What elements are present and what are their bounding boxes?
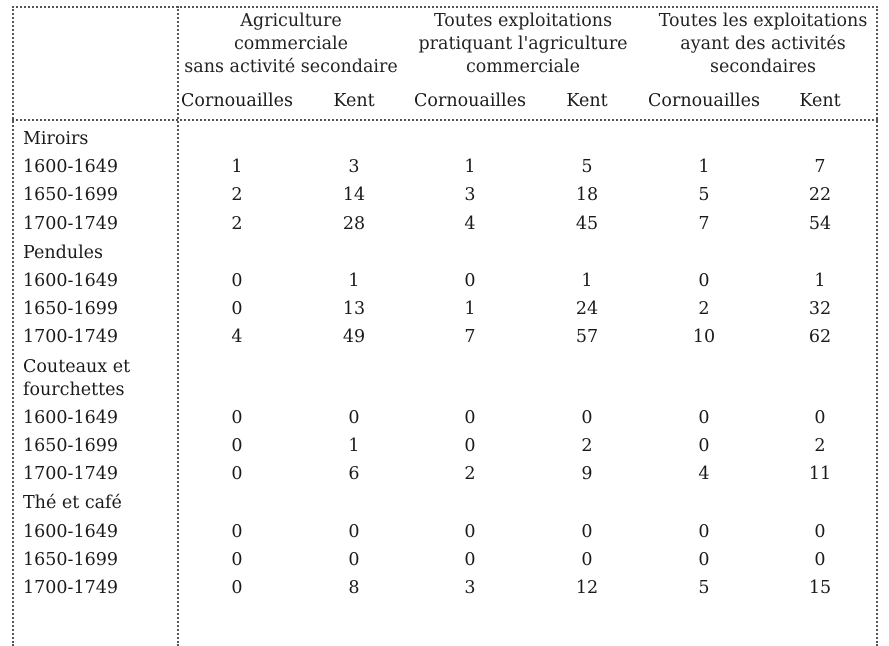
table-cell: 4 (464, 213, 476, 234)
table-cell: 5 (581, 157, 593, 178)
table-cell: 5 (698, 185, 710, 206)
group-header-line: Toutes exploitations (433, 11, 613, 31)
table-cell: 45 (575, 213, 599, 234)
table-cell: 0 (231, 464, 243, 485)
group-header-line: pratiquant l'agriculture (418, 34, 628, 54)
table-cell: 4 (231, 327, 243, 348)
table-cell: 15 (808, 578, 832, 598)
row-period-label: 1650-1699 (23, 436, 118, 456)
group-header-all-commercial (412, 10, 634, 79)
table-cell: 0 (698, 407, 710, 428)
table-cell: 14 (342, 185, 366, 206)
section-title: Pendules (23, 242, 104, 263)
table-cell: 49 (342, 327, 366, 348)
table-cell: 24 (575, 299, 599, 320)
table-cell: 1 (464, 299, 476, 320)
table-cell: 0 (231, 521, 243, 542)
table-cell: 0 (231, 549, 243, 570)
column-header-kent: Kent (566, 91, 608, 111)
table-cell: 1 (231, 157, 243, 178)
column-header-cornouailles: Cornouailles (648, 91, 760, 111)
group-header-line: Toutes les exploitations (658, 11, 868, 31)
row-period-label: 1650-1699 (23, 299, 118, 320)
table-cell: 32 (808, 299, 832, 320)
section-title: fourchettes (23, 379, 125, 400)
row-period-label: 1700-1749 (23, 213, 118, 234)
row-period-label: 1700-1749 (23, 464, 118, 485)
table-cell: 57 (575, 327, 599, 348)
table-cell: 0 (464, 521, 476, 542)
table-cell: 8 (348, 578, 360, 598)
row-period-label: 1600-1649 (23, 407, 118, 428)
table-cell: 2 (698, 299, 710, 320)
table-cell: 3 (464, 185, 476, 206)
table-cell: 2 (814, 436, 826, 456)
table-cell: 0 (348, 407, 360, 428)
table-cell: 0 (464, 407, 476, 428)
group-header-line: Agriculture commerciale (233, 11, 349, 54)
table-cell: 0 (464, 436, 476, 456)
section-title: Couteaux et (23, 356, 131, 377)
table-cell: 0 (231, 271, 243, 291)
table-cell: 5 (698, 578, 710, 598)
table-cell: 0 (231, 299, 243, 320)
table-cell: 1 (581, 271, 593, 291)
table-cell: 2 (581, 436, 593, 456)
table-cell: 0 (464, 549, 476, 570)
table-cell: 0 (698, 521, 710, 542)
row-period-label: 1600-1649 (23, 521, 118, 542)
table-cell: 18 (575, 185, 599, 206)
table-cell: 0 (464, 271, 476, 291)
table-cell: 0 (698, 549, 710, 570)
row-period-label: 1700-1749 (23, 578, 118, 598)
table-cell: 1 (464, 157, 476, 178)
row-period-label: 1650-1699 (23, 185, 118, 206)
table-cell: 11 (808, 464, 832, 485)
table-cell: 4 (698, 464, 710, 485)
table-cell: 0 (581, 549, 593, 570)
table-cell: 0 (231, 578, 243, 598)
table-cell: 0 (814, 407, 826, 428)
group-header-secondary-activities (652, 10, 874, 79)
table-cell: 7 (464, 327, 476, 348)
table-cell: 2 (231, 213, 243, 234)
table-cell: 22 (808, 185, 832, 206)
table-cell: 0 (698, 271, 710, 291)
table-cell: 0 (814, 521, 826, 542)
row-period-label: 1600-1649 (23, 271, 118, 291)
table-cell: 1 (814, 271, 826, 291)
row-period-label: 1700-1749 (23, 327, 118, 348)
table-cell: 1 (698, 157, 710, 178)
group-header-line: commerciale (465, 57, 581, 77)
column-header-kent: Kent (333, 91, 375, 111)
column-header-cornouailles: Cornouailles (181, 91, 293, 111)
table-cell: 0 (231, 407, 243, 428)
table-cell: 3 (464, 578, 476, 598)
table-cell: 62 (808, 327, 832, 348)
row-period-label: 1650-1699 (23, 549, 118, 570)
table-cell: 0 (231, 436, 243, 456)
table-cell: 2 (231, 185, 243, 206)
table-cell: 7 (698, 213, 710, 234)
table-cell: 10 (692, 327, 716, 348)
table-cell: 1 (348, 436, 360, 456)
section-title: Thé et café (23, 493, 122, 514)
table-cell: 0 (348, 521, 360, 542)
table-cell: 54 (808, 213, 832, 234)
column-header-cornouailles: Cornouailles (414, 91, 526, 111)
table-cell: 6 (348, 464, 360, 485)
column-header-kent: Kent (799, 91, 841, 111)
table-cell: 0 (698, 436, 710, 456)
table-cell: 12 (575, 578, 599, 598)
group-header-line: sans activité secondaire (184, 57, 398, 77)
table-cell: 13 (342, 299, 366, 320)
table-column-divider (177, 6, 179, 646)
table-cell: 3 (348, 157, 360, 178)
group-header-commercial-only (182, 10, 400, 79)
table-cell: 1 (348, 271, 360, 291)
table-cell: 0 (348, 549, 360, 570)
table-cell: 0 (814, 549, 826, 570)
table-cell: 0 (581, 521, 593, 542)
row-period-label: 1600-1649 (23, 157, 118, 178)
table-cell: 28 (342, 213, 366, 234)
group-header-line: ayant des activités (680, 34, 846, 54)
group-header-line: secondaires (710, 57, 816, 77)
table-cell: 2 (464, 464, 476, 485)
table-header-divider (12, 119, 878, 121)
table-cell: 9 (581, 464, 593, 485)
table-cell: 0 (581, 407, 593, 428)
section-title: Miroirs (23, 129, 89, 149)
table-cell: 7 (814, 157, 826, 178)
